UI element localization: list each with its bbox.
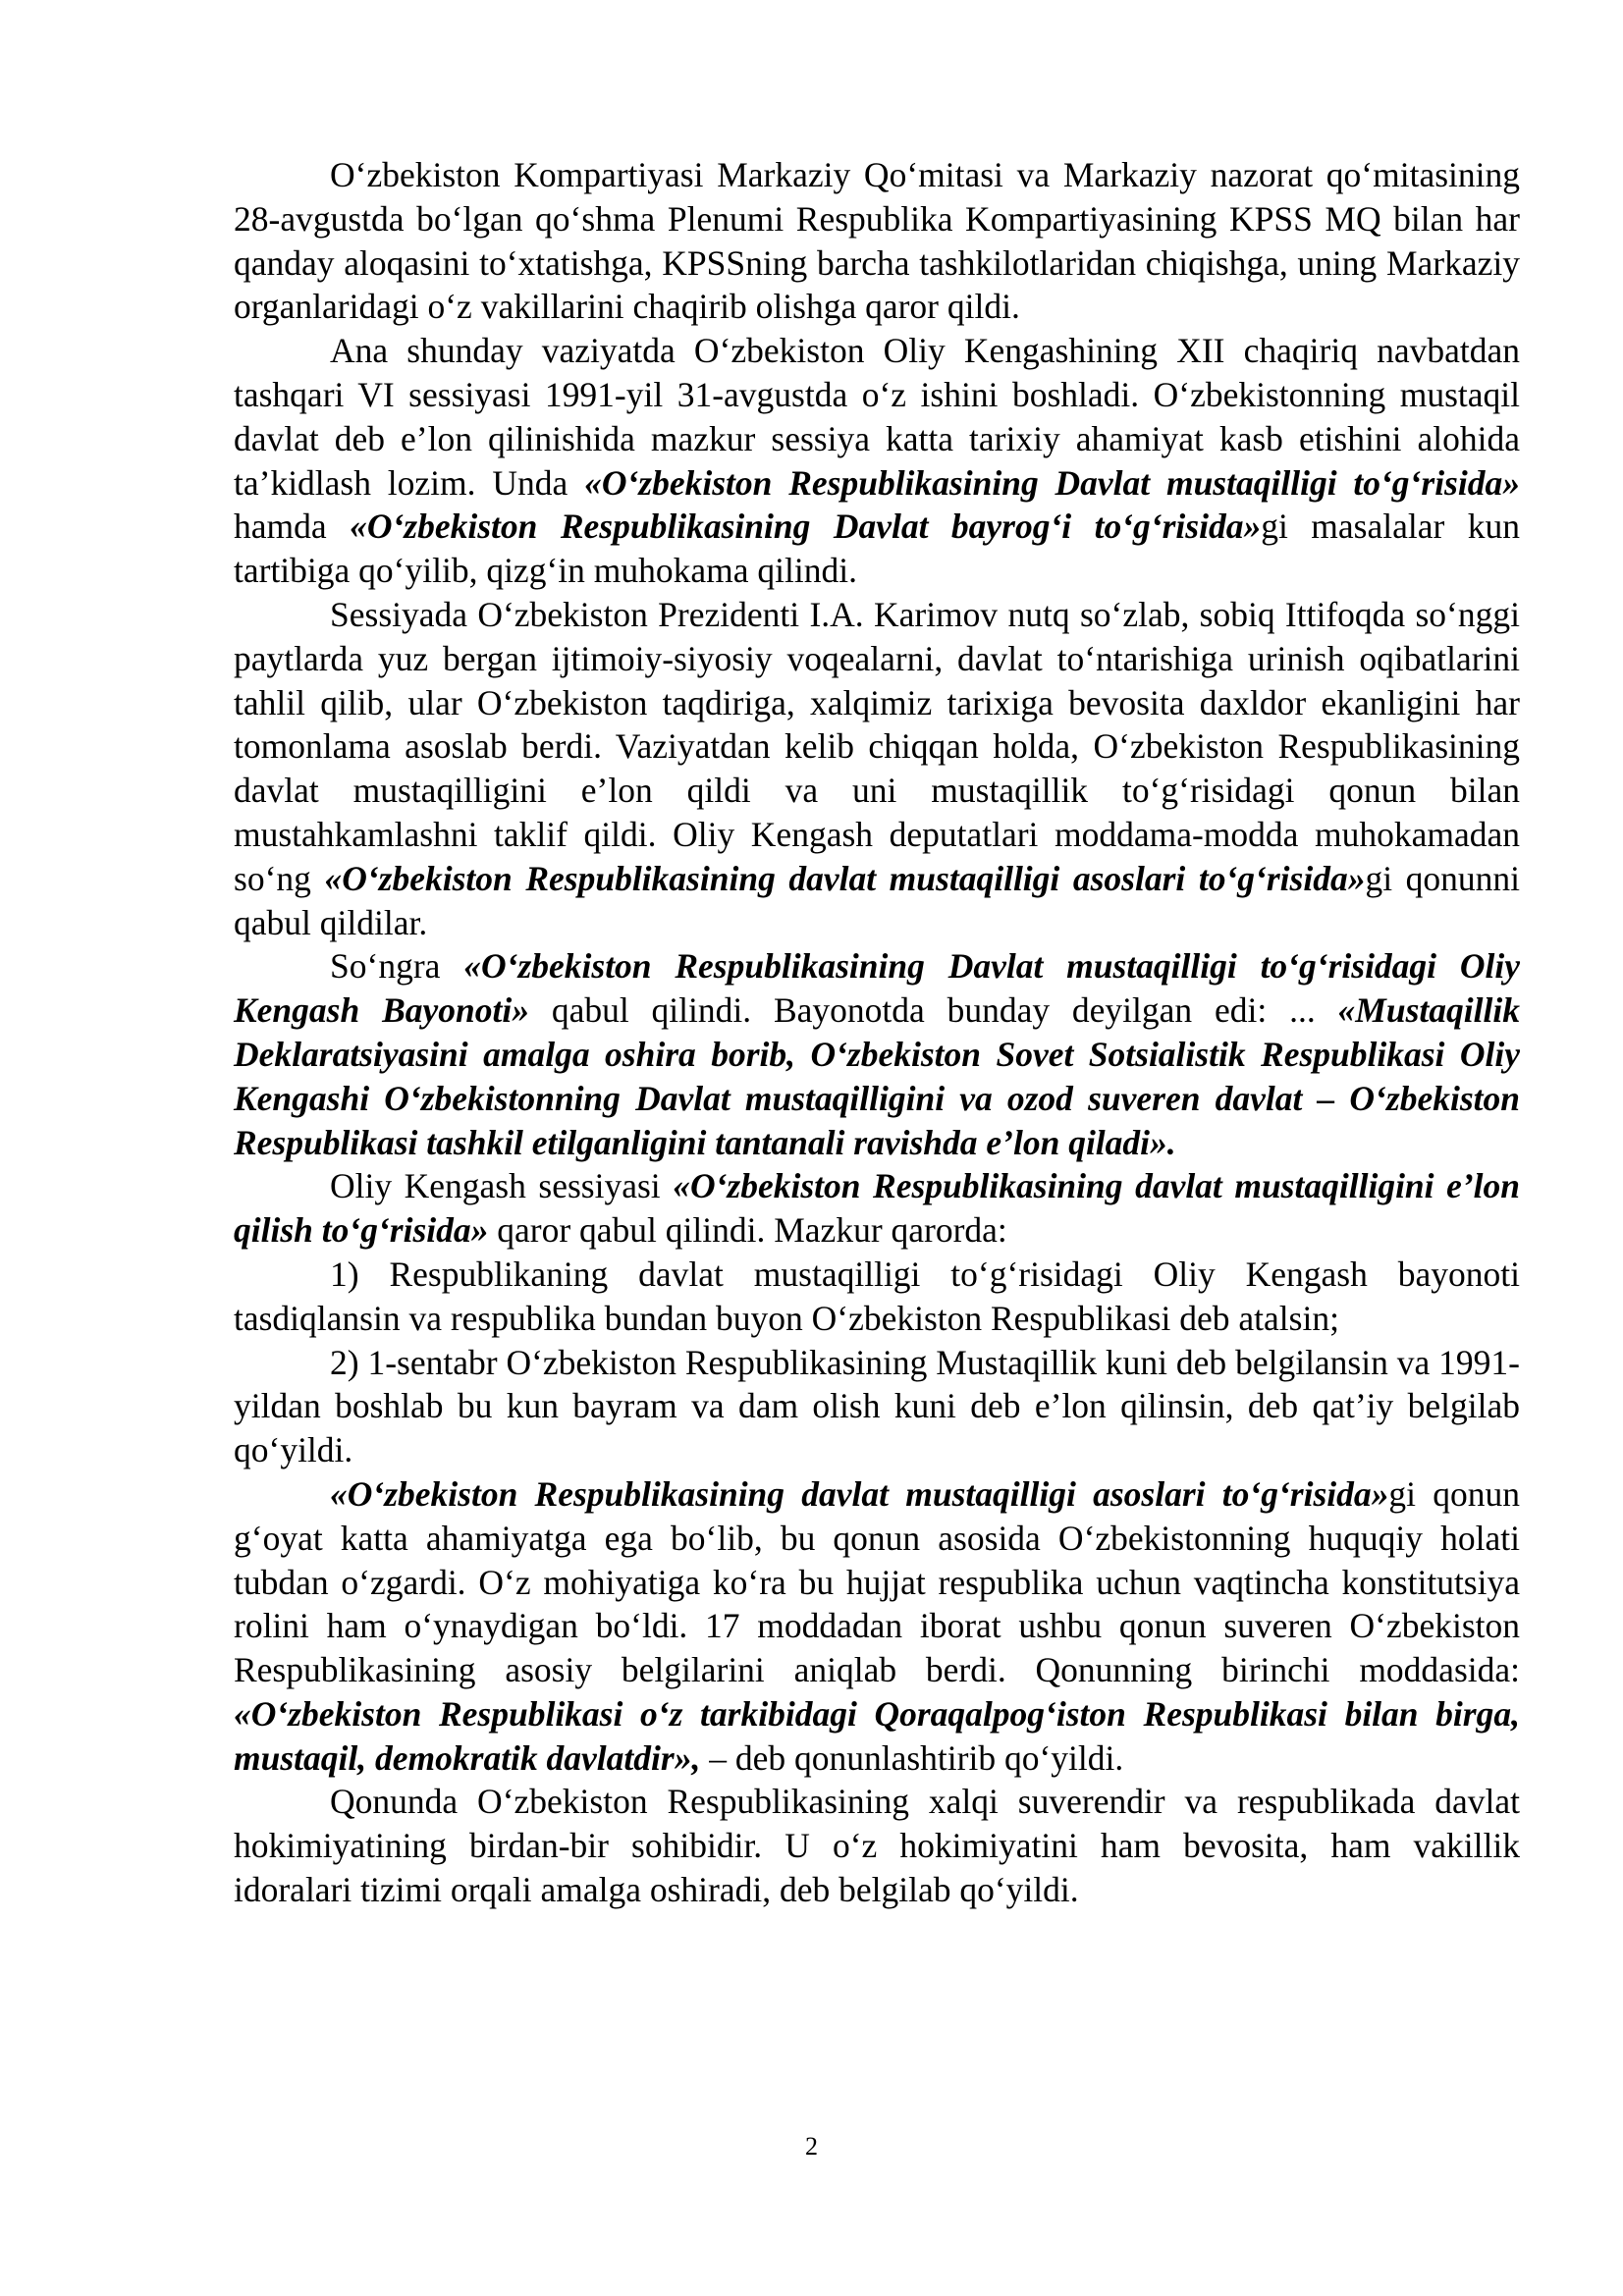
paragraph-4-quote: «Mustaqillik Deklaratsiyasini amalga oshira borib, O‘zbekiston Sovet Sotsialistik Respublikasi Oliy Kengashi O‘zbekistonning Davlat mustaqilligini va ozod suveren davlat – O‘zbekiston Respublikasi tashkil etilganligini tantanali ravishda e’lon qiladi».: [234, 990, 1520, 1162]
paragraph-5-text-b: qaror qabul qilindi. Mazkur qarorda:: [488, 1210, 1007, 1251]
paragraph-2-text-a: Ana shunday vaziyatda O‘zbekiston Oliy Kengashining XII chaqiriq navbatdan tashqari VI sessiyasi 1991-yil 31-avgustda o‘z ishini boshladi. O‘zbekistonning mustaqil davlat deb e’lon qilinishida mazkur sessiya katta tarixiy ahamiyat kasb etishini alohida ta’kidlash lozim. Unda: [234, 331, 1520, 503]
paragraph-2-text-c: gi masalalar kun tartibiga qo‘yilib, qizg‘in muhokama qilindi.: [234, 507, 1520, 591]
paragraph-2-emphasis-a: «O‘zbekiston Respublikasining Davlat mustaqilligi to‘g‘risida»: [584, 462, 1520, 503]
paragraph-8-quote: «O‘zbekiston Respublikasi o‘z tarkibidagi Qoraqalpog‘iston Respublikasi bilan birga, mustaqil, demokratik davlatdir»,: [234, 1693, 1520, 1778]
page-number: 2: [805, 2132, 818, 2161]
paragraph-8-text-a: gi qonun g‘oyat katta ahamiyatga ega bo‘lib, bu qonun asosida O‘zbekistonning huquqiy holati tubdan o‘zgardi. O‘z mohiyatiga ko‘ra bu hujjat respublika uchun vaqtincha konstitutsiya rolini ham o‘ynaydigan bo‘ldi. 17 moddadan iborat ushbu qonun suveren O‘zbekiston Respublikasining asosiy belgilarini aniqlab berdi. Qonunning birinchi moddasida:: [234, 1473, 1520, 1690]
paragraph-8: [234, 1472, 1520, 1781]
paragraph-1: [234, 153, 1520, 329]
paragraph-2-text-b: hamda: [234, 507, 351, 547]
list-item-1: [234, 1253, 1520, 1341]
paragraph-5-emphasis: «O‘zbekiston Respublikasining davlat mustaqilligini e’lon qilish to‘g‘risida»: [234, 1166, 1520, 1251]
list-item-1-text: 1) Respublikaning davlat mustaqilligi to‘g‘risidagi Oliy Kengash bayonoti tasdiqlansin va respublika bundan buyon O‘zbekiston Respublikasi deb atalsin;: [234, 1254, 1520, 1338]
paragraph-8-text-b: – deb qonunlashtirib qo‘yildi.: [700, 1737, 1124, 1778]
paragraph-9-text: Qonunda O‘zbekiston Respublikasining xalqi suverendir va respublikada davlat hokimiyatining birdan-bir sohibidir. U o‘z hokimiyatini ham bevosita, ham vakillik idoralari tizimi orqali amalga oshiradi, deb belgilab qo‘yildi.: [234, 1782, 1520, 1910]
paragraph-5: [234, 1164, 1520, 1253]
list-item-2: [234, 1341, 1520, 1472]
document-body: [234, 153, 1520, 1912]
paragraph-2-emphasis-b: «O‘zbekiston Respublikasining Davlat bayrog‘i to‘g‘risida»: [350, 507, 1262, 547]
paragraph-5-text-a: Oliy Kengash sessiyasi: [330, 1166, 674, 1206]
paragraph-3-text-b: gi qonunni qabul qildilar.: [234, 858, 1520, 942]
paragraph-8-emphasis-a: «O‘zbekiston Respublikasining davlat mustaqilligi asoslari to‘g‘risida»: [330, 1473, 1389, 1514]
paragraph-4-emphasis-a: «O‘zbekiston Respublikasining Davlat mustaqilligi to‘g‘risidagi Oliy Kengash Bayonoti»: [234, 946, 1520, 1031]
paragraph-2: [234, 329, 1520, 593]
paragraph-4-text-a: So‘ngra: [330, 946, 464, 987]
paragraph-3-emphasis: «O‘zbekiston Respublikasining davlat mustaqilligi asoslari to‘g‘risida»: [324, 858, 1366, 898]
paragraph-3: [234, 593, 1520, 944]
paragraph-1-text: O‘zbekiston Kompartiyasi Markaziy Qo‘mitasi va Markaziy nazorat qo‘mitasining 28-avgustda bo‘lgan qo‘shma Plenumi Respublika Kompartiyasining KPSS MQ bilan har qanday aloqasini to‘xtatishga, KPSSning barcha tashkilotlaridan chiqishga, uning Markaziy organlaridagi o‘z vakillarini chaqirib olishga qaror qildi.: [234, 155, 1520, 327]
paragraph-9: [234, 1780, 1520, 1911]
paragraph-4: [234, 944, 1520, 1164]
paragraph-4-text-b: qabul qilindi. Bayonotda bunday deyilgan edi: ...: [528, 990, 1338, 1031]
paragraph-3-text-a: Sessiyada O‘zbekiston Prezidenti I.A. Karimov nutq so‘zlab, sobiq Ittifoqda so‘nggi paytlarda yuz bergan ijtimoiy-siyosiy voqealarni, davlat to‘ntarishiga urinish oqibatlarini tahlil qilib, ular O‘zbekiston taqdiriga, xalqimiz tarixiga bevosita daxldor ekanligini har tomonlama asoslab berdi. Vaziyatdan kelib chiqqan holda, O‘zbekiston Respublikasining davlat mustaqilligini e’lon qildi va uni mustaqillik to‘g‘risidagi qonun bilan mustahkamlashni taklif qildi. Oliy Kengash deputatlari moddama-modda muhokamadan so‘ng: [234, 594, 1520, 898]
list-item-2-text: 2) 1-sentabr O‘zbekiston Respublikasining Mustaqillik kuni deb belgilansin va 1991-yildan boshlab bu kun bayram va dam olish kuni deb e’lon qilinsin, deb qat’iy belgilab qo‘yildi.: [234, 1342, 1520, 1470]
